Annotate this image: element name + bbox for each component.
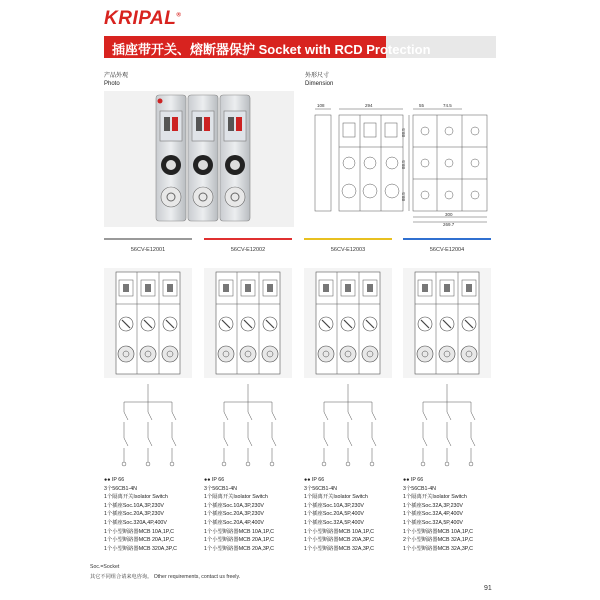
- footer-note-1: Soc.=Socket: [90, 564, 120, 570]
- dim-overall-2: 269.7: [443, 222, 455, 227]
- model-code: 56CV-E12004: [429, 247, 465, 253]
- dim-width-front: 294: [365, 103, 373, 108]
- panel-svg: [204, 268, 292, 378]
- model-spec-list: [104, 476, 199, 553]
- model-spec-list: [204, 476, 299, 553]
- spec-line: 1个小型断路器MCB 20A,1P,C: [104, 537, 174, 544]
- spec-line: 1个插座Soc.320A,4P,400V: [104, 519, 167, 526]
- spec-line: 1个小型断路器MCB 32A,3P,C: [304, 545, 374, 552]
- model-header: [104, 238, 192, 260]
- brand-logo: [104, 8, 181, 30]
- wiring-diagram: [204, 382, 292, 470]
- registered-mark: ®: [176, 12, 182, 19]
- model-accent-line: [403, 238, 491, 240]
- spec-line: ●● IP 66: [104, 477, 125, 483]
- dim-height-3: 88.5: [401, 192, 406, 201]
- model-spec-list: [304, 476, 399, 553]
- spec-line: 2个小型断路器MCB 32A,1P,C: [403, 537, 473, 544]
- enclosure-unit-left: [156, 95, 186, 221]
- dim-overall: 300: [445, 212, 453, 217]
- spec-line: 1个插座Soc.20A,4P,400V: [204, 519, 264, 526]
- spec-line: 3个56CB1-4N: [304, 485, 337, 492]
- spec-line: 1个插座Soc.32A,5P,400V: [304, 519, 364, 526]
- wiring-diagram: [304, 382, 392, 470]
- panel-svg: [104, 268, 192, 378]
- model-accent-line: [104, 238, 192, 240]
- dim-height-2: 88.5: [401, 160, 406, 169]
- wiring-svg: [104, 382, 192, 470]
- model-panel-drawing: [204, 268, 292, 378]
- model-code: 56CV-E12003: [330, 247, 366, 253]
- enclosure-unit-right: [220, 95, 250, 221]
- spec-line: 1个插座Soc.32A,4P,400V: [403, 511, 463, 518]
- panel-svg: [304, 268, 392, 378]
- spec-line: 1个小型断路器MCB 10A,1P,C: [304, 528, 374, 535]
- section-title-bar: [104, 36, 496, 58]
- spec-line: 1个插座Soc.32A,5P,400V: [403, 519, 463, 526]
- wiring-svg: [403, 382, 491, 470]
- photo-label: [104, 72, 128, 88]
- spec-line: 1个隔离开关Isolator Switch: [204, 494, 268, 501]
- spec-line: 1个小型断路器MCB 10A,1P,C: [204, 528, 274, 535]
- wiring-diagram: [104, 382, 192, 470]
- dim-spacing: 55: [419, 103, 425, 108]
- spec-line: 1个插座Soc.20A,3P,230V: [204, 511, 264, 518]
- model-header: [403, 238, 491, 260]
- page-number: 91: [484, 585, 492, 592]
- model-accent-line: [304, 238, 392, 240]
- spec-line: 1个小型断路器MCB 20A,1P,C: [204, 537, 274, 544]
- spec-line: 1个插座Soc.32A,3P,230V: [403, 502, 463, 509]
- dim-depth: 108: [317, 103, 325, 108]
- spec-line: ●● IP 66: [204, 477, 225, 483]
- wiring-svg: [204, 382, 292, 470]
- spec-line: 3个56CB1-4N: [204, 485, 237, 492]
- spec-line: 1个插座Soc.10A,3P,230V: [204, 502, 264, 509]
- dimension-label-cn: 外形尺寸: [305, 73, 330, 79]
- spec-line: 1个隔离开关Isolator Switch: [104, 494, 168, 501]
- wiring-diagram: [403, 382, 491, 470]
- spec-line: 1个隔离开关Isolator Switch: [403, 494, 467, 501]
- photo-label-cn: 产品外观: [104, 73, 129, 79]
- model-code: 56CV-E12002: [230, 247, 266, 253]
- spec-line: 3个56CB1-4N: [104, 485, 137, 492]
- spec-line: 1个小型断路器MCB 20A,3P,C: [204, 545, 274, 552]
- panel-svg: [403, 268, 491, 378]
- dimension-label-en: Dimension: [305, 81, 334, 87]
- dimension-drawing: [305, 91, 496, 227]
- model-accent-line: [204, 238, 292, 240]
- spec-line: 1个插座Soc.20A,5P,400V: [304, 511, 364, 518]
- spec-line: 1个插座Soc.10A,3P,230V: [304, 502, 364, 509]
- model-header: [204, 238, 292, 260]
- enclosure-unit-middle: [188, 95, 218, 221]
- model-panel-drawing: [403, 268, 491, 378]
- spec-line: 1个小型断路器MCB 10A,1P,C: [104, 528, 174, 535]
- spec-line: 1个小型断路器MCB 10A,1P,C: [403, 528, 473, 535]
- footer-note-2: 其它不同组合请来电咨询。 Other requirements, contact us freely.: [90, 574, 241, 580]
- dim-height-1: 88.5: [401, 128, 406, 137]
- model-code: 56CV-E12001: [130, 247, 166, 253]
- model-panel-drawing: [304, 268, 392, 378]
- spec-line: 1个插座Soc.10A,3P,230V: [104, 502, 164, 509]
- spec-line: ●● IP 66: [403, 477, 424, 483]
- spec-line: 3个56CB1-4N: [403, 485, 436, 492]
- wiring-svg: [304, 382, 392, 470]
- logo-text: KRIPAL: [104, 8, 177, 29]
- spec-line: 1个小型断路器MCB 320A,3P,C: [104, 545, 177, 552]
- product-photo-illustration: [104, 91, 294, 227]
- spec-line: ●● IP 66: [304, 477, 325, 483]
- photo-label-en: Photo: [104, 81, 120, 87]
- spec-line: 1个插座Soc.20A,3P,230V: [104, 511, 164, 518]
- dimension-label: [305, 72, 333, 88]
- spec-line: 1个隔离开关Isolator Switch: [304, 494, 368, 501]
- spec-line: 1个小型断路器MCB 20A,3P,C: [304, 537, 374, 544]
- spec-line: 1个小型断路器MCB 32A,3P,C: [403, 545, 473, 552]
- product-photo: [104, 91, 294, 227]
- dim-spacing-2: 74.5: [443, 103, 452, 108]
- model-panel-drawing: [104, 268, 192, 378]
- section-title: 插座带开关、熔断器保护 Socket with RCD Protection: [112, 42, 431, 57]
- model-header: [304, 238, 392, 260]
- model-spec-list: [403, 476, 498, 553]
- dimension-svg: [305, 91, 496, 227]
